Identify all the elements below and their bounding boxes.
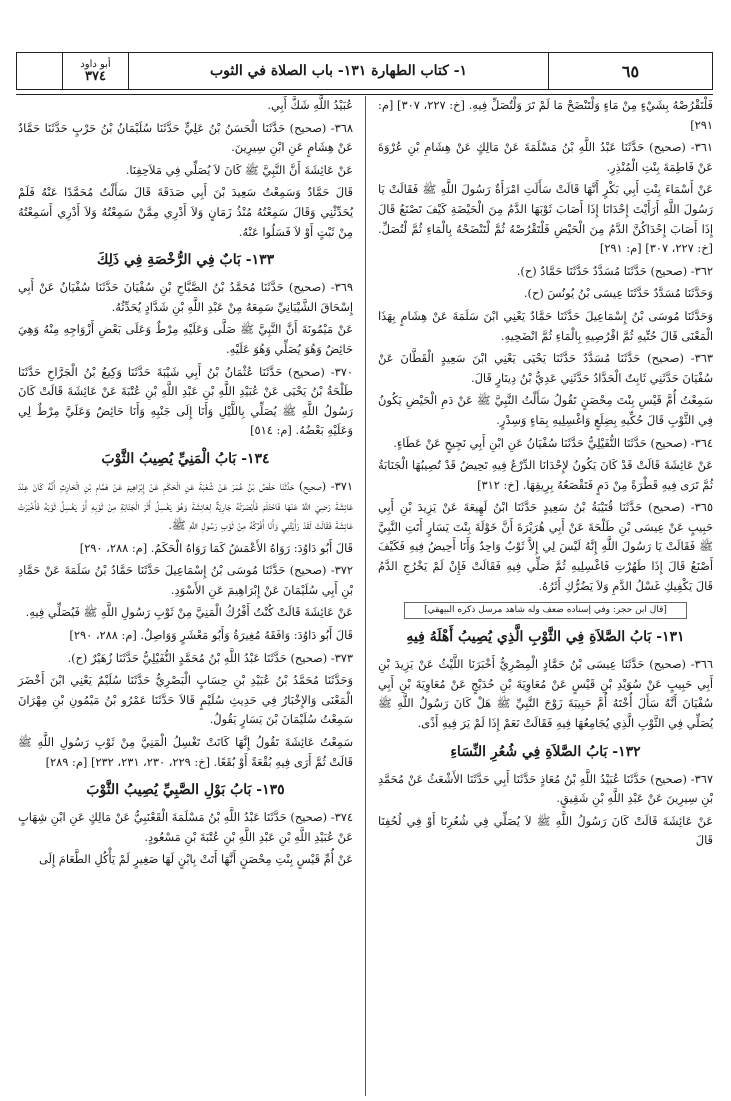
hadith-paragraph: وَحَدَّثَنَا مُوسَى بْنُ إِسْمَاعِيلَ حَدَّثَنَا حَمَّادٌ يَعْنِي ابْنَ سَلَمَةَ عَنْ هِشَامٍ بِهَذَا الْمَعْنَى قَالَ حُتِّيهِ ثُمَّ اقْرُصِيهِ بِالْمَاءِ ثُمَّ انْضَحِيهِ. xyxy=(378,308,713,343)
hadith-paragraph: ٣٦٢- (صحيح) حَدَّثَنَا مُسَدَّدٌ حَدَّثَنَا حَمَّادٌ (ح). xyxy=(516,263,713,278)
hadith-paragraph: ٣٦٦- (صحيح) حَدَّثَنَا عِيسَى بْنُ حَمَّادٍ الْمِصْرِيُّ أَخْبَرَنَا اللَّيْثُ عَنْ يَزِيدَ بْنِ أَبِي حَبِيبٍ عَنْ سُوَيْدِ بْنِ قَيْسٍ عَنْ مُعَاوِيَةَ بْنِ حُدَيْجٍ عَنْ مُعَاوِيَةَ بْنِ أَبِي سُفْيَانَ أَنَّهُ سَأَلَ أُخْتَهُ أُمَّ حَبِيبَةَ زَوْجَ النَّبِيِّ ﷺ هَلْ كَانَ رَسُولُ اللَّهِ ﷺ يُصَلِّي فِي الثَّوْبِ الَّذِي يُجَامِعُهَا فِيهِ فَقَالَتْ نَعَمْ إِذَا لَمْ يَرَ فِيهِ أَذًى. xyxy=(378,657,713,731)
header-empty-cell xyxy=(17,53,63,89)
hadith-paragraph: عُبَيْدُ اللَّهِ شَكَّ أَبِي. xyxy=(267,98,353,112)
hadith-paragraph: ٣٦١- (صحيح) حَدَّثَنَا عَبْدُ اللَّهِ بْنُ مَسْلَمَةَ عَنْ مَالِكٍ عَنْ هِشَامِ بْنِ عُرْوَةَ عَنْ فَاطِمَةَ بِنْتِ الْمُنْذِرِ. xyxy=(378,140,713,174)
hadith-paragraph: ٣٧٢- (صحيح) حَدَّثَنَا مُوسَى بْنُ إِسْمَاعِيلَ حَدَّثَنَا حَمَّادُ بْنُ سَلَمَةَ عَنْ حَمَّادِ بْنِ أَبِي سُلَيْمَانَ عَنْ إِبْرَاهِيمَ عَنِ الأَسْوَدِ. xyxy=(18,563,353,597)
hadith-paragraph: ٣٦٣- (صحيح) حَدَّثَنَا مُسَدَّدٌ حَدَّثَنَا يَحْيَى يَعْنِي ابْنَ سَعِيدٍ الْقَطَّانَ عَنْ سُفْيَانَ حَدَّثَنِي ثَابِتٌ الْحَدَّادُ حَدَّثَنِي عَدِيُّ بْنُ دِينَارٍ قَالَ. xyxy=(378,351,713,385)
hadith-paragraph: ٣٧٠- (صحيح) حَدَّثَنَا عُثْمَانُ بْنُ أَبِي شَيْبَةَ حَدَّثَنَا وَكِيعُ بْنُ الْجَرَّاحِ حَدَّثَنَا طَلْحَةُ بْنُ يَحْيَى عَنْ عُبَيْدِ اللَّهِ بْنِ عَبْدِ اللَّهِ بْنِ عُتْبَةَ عَنْ عَائِشَةَ قَالَتْ كَانَ رَسُولُ اللَّهِ ﷺ يُصَلِّي بِاللَّيْلِ وَأَنَا إِلَى جَنْبِهِ وَأَنَا حَائِضٌ وَعَلَيَّ مِرْطٌ لِي وَعَلَيْهِ بَعْضُهُ. [م: ٥١٤] xyxy=(18,364,353,438)
book-name: أبو داود xyxy=(80,59,111,70)
hadith-paragraph: ٣٧٣- (صحيح) حَدَّثَنَا عَبْدُ اللَّهِ بْنُ مُحَمَّدٍ النُّفَيْلِيُّ حَدَّثَنَا زُهَيْرٌ (ح). xyxy=(67,650,353,665)
hadith-paragraph: عَنْ عَائِشَةَ قَالَتْ كَانَ رَسُولُ اللَّهِ ﷺ لاَ يُصَلِّي فِي شُعُرِنَا أَوْ فِي لُحُفِنَا قَالَ xyxy=(378,813,713,848)
chapter-heading: ١٣١- بَابُ الصَّلاَةِ فِي الثَّوْبِ الَّذِي يُصِيبُ أَهْلَهُ فِيهِ xyxy=(406,629,685,646)
hadith-paragraph: ٣٦٥- (صحيح) حَدَّثَنَا قُتَيْبَةُ بْنُ سَعِيدٍ حَدَّثَنَا ابْنُ لَهِيعَةَ عَنْ يَزِيدَ بْنِ أَبِي حَبِيبٍ عَنْ عِيسَى بْنِ طَلْحَةَ عَنْ أَبِي هُرَيْرَةَ أَنَّ خَوْلَةَ بِنْتَ يَسَارٍ أَتَتِ النَّبِيَّ ﷺ فَقَالَتْ يَا رَسُولَ اللَّهِ إِنَّهُ لَيْسَ لِي إِلاَّ ثَوْبٌ وَاحِدٌ وَأَنَا أَحِيضُ فِيهِ فَكَيْفَ أَصْنَعُ قَالَ إِذَا طَهُرْتِ فَاغْسِلِيهِ ثُمَّ صَلِّي فِيهِ فَقَالَتْ فَإِنْ لَمْ يَخْرُجِ الدَّمُ قَالَ يَكْفِيكِ غَسْلُ الدَّمِ وَلاَ يَضُرُّكِ أَثَرُهُ. xyxy=(378,500,713,593)
hadith-paragraph: قَالَ أَبُو دَاوُدَ: رَوَاهُ الأَعْمَشُ كَمَا رَوَاهُ الْحَكَمُ. [م: ٢٨٨، ٢٩٠] xyxy=(79,540,353,555)
hadith-paragraph: ٣٧١- (صحيح) حَدَّثَنَا حَفْصُ بْنُ عُمَرَ عَنْ شُعْبَةَ عَنِ الْحَكَمِ عَنْ إِبْرَاهِيمَ عَنْ هَمَّامِ بْنِ الْحَارِثِ أَنَّهُ كَانَ عِنْدَ عَائِشَةَ رَضِيَ اللَّهُ عَنْهَا فَاحْتَلَمَ فَأَبْصَرَتْهُ جَارِيَةٌ لِعَائِشَةَ وَهُوَ يَغْسِلُ أَثَرَ الْجَنَابَةِ مِنْ ثَوْبِهِ أَوْ يَغْسِلُ ثَوْبَهُ فَأَخْبَرَتْ عَائِشَةَ فَقَالَتْ لَقَدْ رَأَيْتُنِي وَأَنَا أَفْرُكُهُ مِنْ ثَوْبِ رَسُولِ اللَّهِ ﷺ. xyxy=(18,478,353,533)
hadith-paragraph: عَنْ أُمِّ قَيْسٍ بِنْتِ مِحْصَنٍ أَنَّهَا أَتَتْ بِابْنٍ لَهَا صَغِيرٍ لَمْ يَأْكُلِ الطَّعَامَ إِلَى xyxy=(39,852,353,867)
hadith-paragraph: عَنْ عَائِشَةَ أَنَّ النَّبِيَّ ﷺ كَانَ لاَ يُصَلِّي فِي مَلاَحِفِنَا. xyxy=(125,162,353,177)
hadith-paragraph: قَالَ حَمَّادٌ وَسَمِعْتُ سَعِيدَ بْنَ أَبِي صَدَقَةَ قَالَ سَأَلْتُ مُحَمَّدًا عَنْهُ فَلَمْ يُحَدِّثْنِي وَقَالَ سَمِعْتُهُ مُنْذُ زَمَانٍ وَلاَ أَدْرِي مِمَّنْ سَمِعْتُهُ وَلاَ أَدْرِي أَسَمِعْتُهُ مِنْ ثَبْتٍ أَوْ لاَ فَسَلُوا عَنْهُ. xyxy=(18,185,353,239)
hadith-paragraph: سَمِعْتُ أُمَّ قَيْسِ بِنْتَ مِحْصَنٍ تَقُولُ سَأَلْتُ النَّبِيَّ ﷺ عَنْ دَمِ الْحَيْضِ يَكُونُ فِي الثَّوْبِ قَالَ حُكِّيهِ بِضِلَعٍ وَاغْسِلِيهِ بِمَاءٍ وَسِدْرٍ. xyxy=(378,393,713,427)
page-number: ٦٥ xyxy=(621,61,640,81)
running-title: ١- كتاب الطهارة ١٣١- باب الصلاة في الثوب xyxy=(129,53,549,89)
chapter-heading: ١٣٤- بَابُ الْمَنِيِّ يُصِيبُ الثَّوْبَ xyxy=(101,450,270,467)
chapter-heading: ١٣٢- بَابُ الصَّلاَةِ فِي شُعُرِ النِّسَاءِ xyxy=(450,743,641,760)
column-divider xyxy=(365,96,366,1096)
header-rule xyxy=(16,94,713,95)
header-book-cell xyxy=(63,53,129,89)
chapter-heading: ١٣٥- بَابُ بَوْلِ الصَّبِيِّ يُصِيبُ الثَّوْبَ xyxy=(86,782,285,799)
left-column xyxy=(18,96,353,873)
right-column xyxy=(378,96,713,854)
hadith-paragraph: عَنْ عَائِشَةَ قَالَتْ كُنْتُ أَفْرُكُ الْمَنِيَّ مِنْ ثَوْبِ رَسُولِ اللَّهِ ﷺ فَيُصَلِّي فِيهِ. xyxy=(25,605,353,620)
hadith-paragraph: وَحَدَّثَنَا مُسَدَّدٌ حَدَّثَنَا عِيسَى بْنُ يُونُسَ (ح). xyxy=(523,286,713,301)
hadith-paragraph: ٣٦٤- (صحيح) حَدَّثَنَا النُّفَيْلِيُّ حَدَّثَنَا سُفْيَانُ عَنِ ابْنِ أَبِي نَجِيحٍ عَنْ عَطَاءٍ. xyxy=(393,435,713,450)
hadith-paragraph: عَنْ عَائِشَةَ قَالَتْ قَدْ كَانَ يَكُونُ لإِحْدَانَا الدِّرْعُ فِيهِ تَحِيضُ قَدْ تُصِيبُهَا الْجَنَابَةُ ثُمَّ تَرَى فِيهِ قَطْرَةً مِنْ دَمٍ فَتَقْصَعُهُ بِرِيقِهَا. [خ: ٣١٢] xyxy=(378,458,713,492)
hadith-paragraph: ٣٦٧- (صحيح) حَدَّثَنَا عُبَيْدُ اللَّهِ بْنُ مُعَاذٍ حَدَّثَنَا أَبِي حَدَّثَنَا الأَشْعَثُ عَنْ مُحَمَّدِ بْنِ سِيرِينَ عَنْ عَبْدِ اللَّهِ بْنِ شَقِيقٍ. xyxy=(378,771,713,806)
volume-number: ٣٧٤ xyxy=(85,69,106,84)
hadith-paragraph: عَنْ مَيْمُونَةَ أَنَّ النَّبِيَّ ﷺ صَلَّى وَعَلَيْهِ مِرْطٌ وَعَلَى بَعْضِ أَزْوَاجِهِ مِنْهُ وَهِيَ حَائِضٌ وَهُوَ يُصَلِّي وَهُوَ عَلَيْهِ. xyxy=(18,322,353,356)
hadith-paragraph: قَالَ أَبُو دَاوُدَ: وَافَقَهُ مُغِيرَةُ وَأَبُو مَعْشَرٍ وَوَاصِلٌ. [م: ٢٨٨، ٢٩٠] xyxy=(69,628,353,643)
hadith-paragraph: ٣٧٤- (صحيح) حَدَّثَنَا عَبْدُ اللَّهِ بْنُ مَسْلَمَةَ الْقَعْنَبِيُّ عَنْ مَالِكٍ عَنِ ابْنِ شِهَابٍ عَنْ عُبَيْدِ اللَّهِ بْنِ عَبْدِ اللَّهِ بْنِ عُتْبَةَ بْنِ مَسْعُودٍ. xyxy=(18,810,353,844)
hadith-paragraph: وَحَدَّثَنَا مُحَمَّدُ بْنُ عُبَيْدِ بْنِ حِسَابٍ الْبَصْرِيُّ حَدَّثَنَا سُلَيْمٌ يَعْنِي ابْنَ أَخْضَرَ الْمَعْنَى وَالإِخْبَارُ فِي حَدِيثِ سُلَيْمٍ قَالاَ حَدَّثَنَا عَمْرُو بْنُ مَيْمُونِ بْنِ مِهْرَانَ سَمِعْتُ سُلَيْمَانَ بْنَ يَسَارٍ يَقُولُ. xyxy=(18,673,353,727)
hadith-paragraph: عَنْ أَسْمَاءَ بِنْتِ أَبِي بَكْرٍ أَنَّهَا قَالَتْ سَأَلَتِ امْرَأَةٌ رَسُولَ اللَّهِ ﷺ فَقَالَتْ يَا رَسُولَ اللَّهِ أَرَأَيْتَ إِحْدَانَا إِذَا أَصَابَ ثَوْبَهَا الدَّمُ مِنَ الْحَيْضَةِ كَيْفَ تَصْنَعُ قَالَ إِذَا أَصَابَ إِحْدَاكُنَّ الدَّمُ مِنَ الْحَيْضِ فَلْتَقْرُصْهُ ثُمَّ لْتَنْضَحْهُ بِالْمَاءِ ثُمَّ لْتُصَلِّ. [خ: ٢٢٧، ٣٠٧] [م: ٢٩١] xyxy=(378,182,713,256)
hadith-paragraph: ٣٦٨- (صحيح) حَدَّثَنَا الْحَسَنُ بْنُ عَلِيٍّ حَدَّثَنَا سُلَيْمَانُ بْنُ حَرْبٍ حَدَّثَنَا حَمَّادٌ عَنْ هِشَامٍ عَنِ ابْنِ سِيرِينَ. xyxy=(18,120,353,155)
hadith-paragraph: ٣٦٩- (صحيح) حَدَّثَنَا مُحَمَّدُ بْنُ الصَّبَّاحِ بْنِ سُفْيَانَ حَدَّثَنَا سُفْيَانُ عَنْ أَبِي إِسْحَاقَ الشَّيْبَانِيِّ سَمِعَهُ مِنْ عَبْدِ اللَّهِ بْنِ شَدَّادٍ يُحَدِّثُهُ. xyxy=(18,280,353,314)
hadith-paragraph: سَمِعْتُ عَائِشَةَ تَقُولُ إِنَّهَا كَانَتْ تَغْسِلُ الْمَنِيَّ مِنْ ثَوْبِ رَسُولِ اللَّهِ ﷺ قَالَتْ ثُمَّ أَرَى فِيهِ بُقْعَةً أَوْ بُقَعًا. [خ: ٢٢٩، ٢٣٠، ٢٣١، ٢٣٢] [م: ٢٨٩] xyxy=(18,735,353,769)
hadith-paragraph: فَلْتَقْرُصْهُ بِشَيْءٍ مِنْ مَاءٍ وَلْتَنْضَحْ مَا لَمْ تَرَ وَلْتُصَلِّ فِيهِ. [خ: ٢٢٧، ٣٠٧] [م: ٢٩١] xyxy=(378,98,713,132)
editor-note: [قال ابن حجر: وفي إسناده ضعف وله شاهد مرسل ذكره البيهقي] xyxy=(404,602,687,619)
page-header xyxy=(16,52,713,90)
chapter-heading: ١٣٣- بَابٌ فِي الرُّخْصَةِ فِي ذَلِكَ xyxy=(96,252,275,269)
